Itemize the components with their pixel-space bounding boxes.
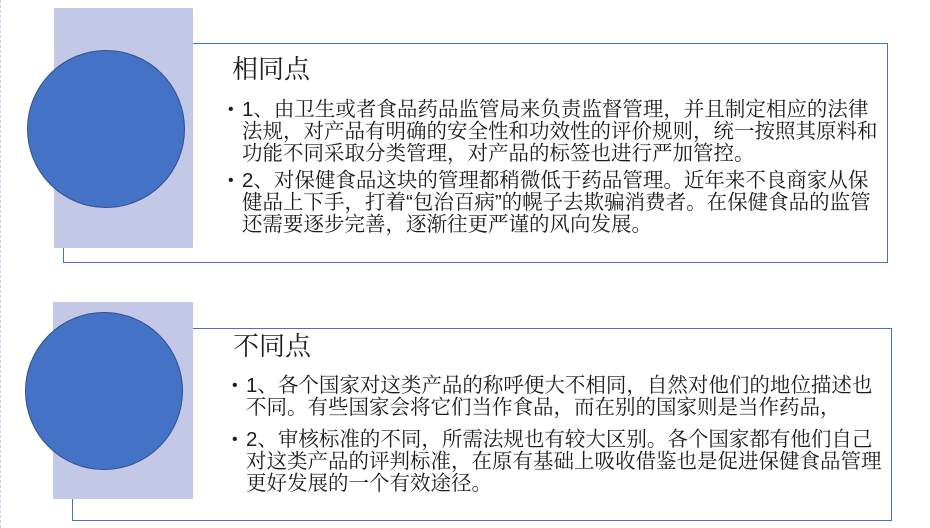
differences-bullet-list [230, 375, 886, 495]
bullet-item: • 1、各个国家对这类产品的称呼便大不相同，自然对他们的地位描述也不同。有些国家会将它们当作食品，而在别的国家则是当作药品， [230, 375, 886, 419]
differences-title: 不同点 [233, 331, 312, 361]
bullet-item: • 2、对保健食品这块的管理都稍微低于药品管理。近年来不良商家从保健品上下手，打着“包治百病”的幌子去欺骗消费者。在保健食品的监管还需要逐步完善，逐渐往更严谨的风向发展。 [226, 170, 882, 236]
slide-edge-line [0, 0, 1, 528]
similarities-title: 相同点 [232, 54, 311, 84]
similarities-bullet-list [226, 99, 882, 236]
bullet-item: • 1、由卫生或者食品药品监管局来负责监督管理，并且制定相应的法律法规，对产品有明确的安全性和功效性的评价规则，统一按照其原料和功能不同采取分类管理，对产品的标签也进行严加管控。 [226, 99, 882, 165]
similarities-circle-shape [27, 50, 185, 208]
differences-circle-shape [25, 312, 183, 470]
bullet-item: • 2、审核标准的不同，所需法规也有较大区别。各个国家都有他们自己对这类产品的评判标准，在原有基础上吸收借鉴也是促进保健食品管理更好发展的一个有效途径。 [230, 429, 886, 495]
